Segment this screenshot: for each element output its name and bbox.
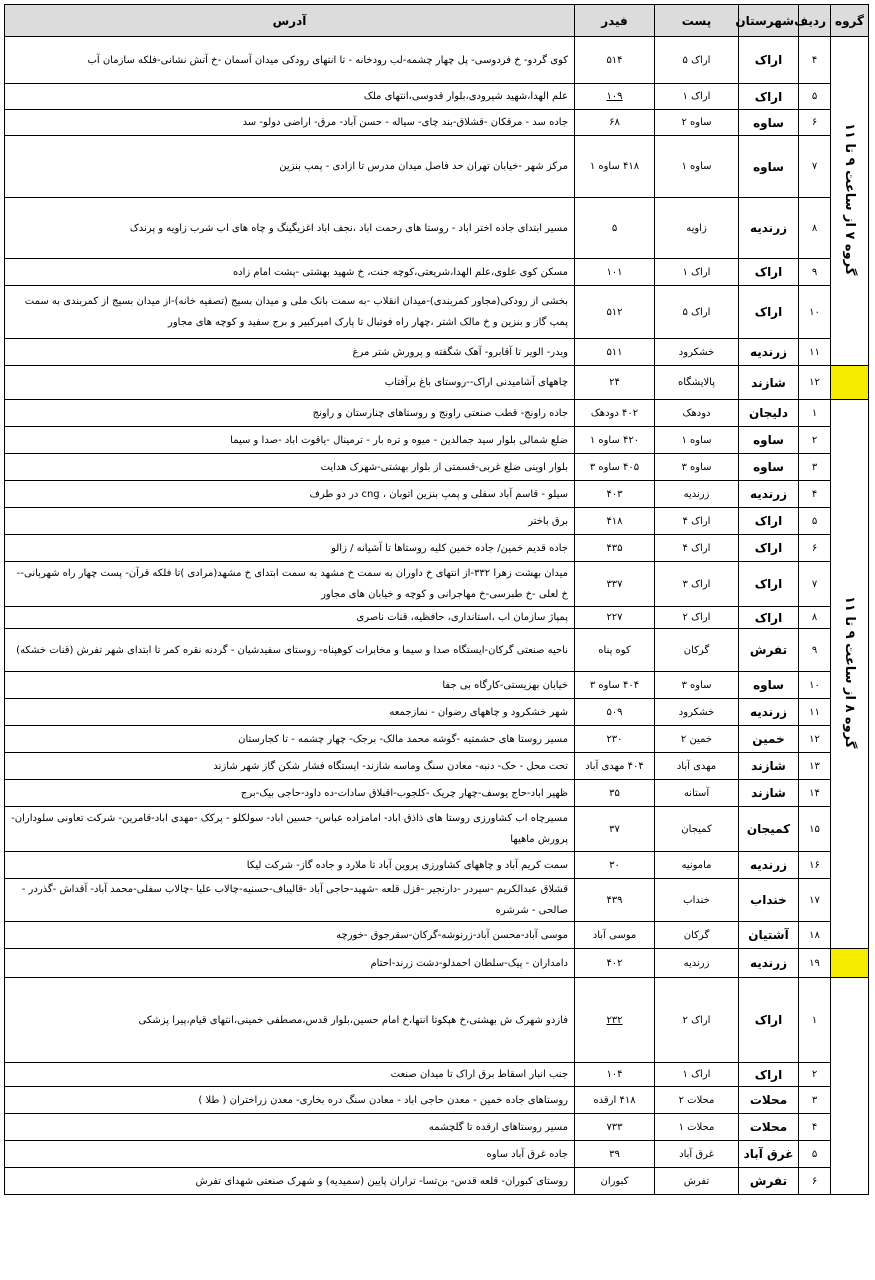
table-row (5, 366, 869, 400)
address-cell: کوی گردو- خ فردوسی- پل چهار چشمه-لب رودخانه - تا انتهای رودکی میدان آسمان -خ آتش نشانی-فلکه سازمان آب (5, 37, 575, 84)
table-row (5, 1168, 869, 1195)
table-row (5, 136, 869, 198)
address-cell: جاده راونج- قطب صنعتی راونج و روستاهای چنارستان و راونج (5, 400, 575, 427)
post-cell: ساوه ۲ (655, 110, 739, 136)
address-cell: تحت محل - حک- دنبه- معادن سنگ وماسه شازند- ایستگاه فشار شکن گاز شهر شازند (5, 753, 575, 780)
table-row (5, 780, 869, 807)
row-number-cell: ۵ (799, 84, 831, 110)
table-row (5, 84, 869, 110)
address-cell: ضلع شمالی بلوار سید جمالدین - میوه و تره بار - ترمینال -یاقوت اباد -صدا و سیما (5, 427, 575, 454)
address-cell: جاده غرق آباد ساوه (5, 1141, 575, 1168)
feeder-cell: ۷۳۳ (575, 1114, 655, 1141)
feeder-cell: ۱۰۹ (575, 84, 655, 110)
table-row (5, 481, 869, 508)
post-cell: اراک ۴ (655, 508, 739, 535)
feeder-cell: ۲۴ (575, 366, 655, 400)
post-cell: مامونیه (655, 852, 739, 879)
post-cell: اراک ۲ (655, 607, 739, 629)
header-city: شهرستان (739, 5, 799, 37)
city-cell: شازند (739, 780, 799, 807)
feeder-cell: ۴۳۵ (575, 535, 655, 562)
table-row (5, 629, 869, 672)
feeder-cell: ۴۱۸ ساوه ۱ (575, 136, 655, 198)
feeder-cell: ۴۲۰ ساوه ۱ (575, 427, 655, 454)
table-row (5, 807, 869, 852)
table-row (5, 535, 869, 562)
city-cell: تفرش (739, 629, 799, 672)
address-cell: روستاهای جاده خمین - معدن حاجی اباد - معادن سنگ دره بخاری- معدن زراختران ( طلا ) (5, 1087, 575, 1114)
address-cell: مسیر ابتدای جاده اختر اباد - روستا های رحمت اباد ،نجف اباد اغزیگینگ و چاه های اب شرب زاویه و پرندک (5, 198, 575, 259)
header-group: گروه (831, 5, 869, 37)
row-number-cell: ۱ (799, 978, 831, 1063)
address-cell: بلوار اوینی ضلع غربی-قسمتی از بلوار بهشتی-شهرک هدایت (5, 454, 575, 481)
city-cell: اراک (739, 286, 799, 339)
address-cell: جاده سد - مرقکان -قشلاق-بند چای- سیاله - حسن آباد- مرق- اراضی دولو- سد (5, 110, 575, 136)
group-highlight-cell (831, 949, 869, 978)
city-cell: اراک (739, 978, 799, 1063)
post-cell: محلات ۱ (655, 1114, 739, 1141)
schedule-body (5, 37, 869, 1195)
feeder-cell: ۴۳۹ (575, 879, 655, 922)
post-cell: آستانه (655, 780, 739, 807)
header-row-number: ردیف (799, 5, 831, 37)
city-cell: ساوه (739, 110, 799, 136)
address-cell: دامداران - پیک-سلطان احمدلو-دشت زرند-احتام (5, 949, 575, 978)
row-number-cell: ۶ (799, 110, 831, 136)
group-label: گروه ۷ از ساعت ۹ تا ۱۱ (842, 123, 857, 276)
group-highlight-cell (831, 366, 869, 400)
post-cell: اراک ۴ (655, 535, 739, 562)
city-cell: زرندیه (739, 949, 799, 978)
row-number-cell: ۸ (799, 607, 831, 629)
row-number-cell: ۱۰ (799, 672, 831, 699)
feeder-cell: ۲۳۰ (575, 726, 655, 753)
feeder-cell: ۵۱۲ (575, 286, 655, 339)
city-cell: ساوه (739, 672, 799, 699)
post-cell: اراک ۵ (655, 37, 739, 84)
city-cell: زرندیه (739, 198, 799, 259)
table-row (5, 879, 869, 922)
row-number-cell: ۱۲ (799, 366, 831, 400)
table-row (5, 454, 869, 481)
table-row (5, 1141, 869, 1168)
table-row (5, 1063, 869, 1087)
address-cell: مسیر روستاهای ارقده تا گلچشمه (5, 1114, 575, 1141)
header-row (5, 5, 869, 37)
post-cell: زاویه (655, 198, 739, 259)
feeder-cell: ۲۳۲ (575, 978, 655, 1063)
table-row (5, 699, 869, 726)
table-row (5, 607, 869, 629)
feeder-cell: ۴۰۳ (575, 481, 655, 508)
address-cell: جنب انبار اسقاط برق اراک تا میدان صنعت (5, 1063, 575, 1087)
row-number-cell: ۱۵ (799, 807, 831, 852)
header-address: آدرس (5, 5, 575, 37)
city-cell: کمیجان (739, 807, 799, 852)
row-number-cell: ۲ (799, 1063, 831, 1087)
feeder-cell: ۴۱۸ ارقده (575, 1087, 655, 1114)
feeder-cell: ۴۰۴ مهدی آباد (575, 753, 655, 780)
row-number-cell: ۶ (799, 535, 831, 562)
address-cell: ناحیه صنعتی گرکان-ایستگاه صدا و سیما و مخابرات کوهپناه- روستای سفیدشیان - گردنه نقره کمر تا ابتدای شهر تفرش (قنات خشکه) (5, 629, 575, 672)
post-cell: مهدی آباد (655, 753, 739, 780)
address-cell: بخشی از رودکی(مجاور کمربندی)-میدان انقلاب -به سمت بانک ملی و میدان بسیج (تصفیه خانه)-از میدان بسیج از کمربندی به سمت پمپ گاز و بنزین و خ مالک اشتر ،چهار راه فوتبال تا پارک امیرکبیر و برج سفید و کوچه های مجاور (5, 286, 575, 339)
feeder-cell: ۴۰۲ (575, 949, 655, 978)
post-cell: زرندیه (655, 481, 739, 508)
post-cell: خمین ۲ (655, 726, 739, 753)
post-cell: کمیجان (655, 807, 739, 852)
post-cell: اراک ۵ (655, 286, 739, 339)
row-number-cell: ۳ (799, 1087, 831, 1114)
city-cell: ساوه (739, 427, 799, 454)
feeder-cell: ۶۸ (575, 110, 655, 136)
address-cell: مسکن کوی علوی،علم الهدا،شریعتی،کوچه جنت، خ شهید بهشتی -پشت امام زاده (5, 259, 575, 286)
table-row (5, 508, 869, 535)
address-cell: پمپاژ سازمان اب ،استانداری، حافظیه، قنات ناصری (5, 607, 575, 629)
feeder-cell: ۱۰۱ (575, 259, 655, 286)
post-cell: اراک ۱ (655, 259, 739, 286)
address-cell: چاههای آشامیدنی اراک--روستای باغ برآفتاب (5, 366, 575, 400)
city-cell: زرندیه (739, 339, 799, 366)
table-row (5, 949, 869, 978)
post-cell: غرق آباد (655, 1141, 739, 1168)
address-cell: شهر خشکرود و چاههای رضوان - نمازجمعه (5, 699, 575, 726)
group-cell (831, 400, 869, 949)
city-cell: اراک (739, 562, 799, 607)
row-number-cell: ۷ (799, 562, 831, 607)
city-cell: اراک (739, 84, 799, 110)
row-number-cell: ۵ (799, 1141, 831, 1168)
row-number-cell: ۱۸ (799, 922, 831, 949)
city-cell: محلات (739, 1087, 799, 1114)
address-cell: قشلاق عبدالکریم -سیردر -دارنجیر -قزل قلعه -شهید-حاجی آباد -قالیباف-حسنیه-چالاب علیا -چالاب سفلی-محمد آباد- آقداش -گذردر - صالحی - شرشره (5, 879, 575, 922)
feeder-cell: کوه پناه (575, 629, 655, 672)
table-row (5, 852, 869, 879)
feeder-cell: ۳۹ (575, 1141, 655, 1168)
city-cell: شازند (739, 366, 799, 400)
table-row (5, 259, 869, 286)
address-cell: خیابان بهزیستی-کارگاه بی جفا (5, 672, 575, 699)
post-cell: خنداب (655, 879, 739, 922)
feeder-cell: ۳۳۷ (575, 562, 655, 607)
feeder-cell: ۴۱۸ (575, 508, 655, 535)
city-cell: غرق آباد (739, 1141, 799, 1168)
address-cell: مسیرچاه اب کشاورزی روستا های ذاذق اباد- امامزاده عباس- حسین اباد- سولکلو - پرکک -مهدی اباد-قامرین- شرکت تعاونی سلوداران-پرورش ماهیها (5, 807, 575, 852)
address-cell: موسی آباد-محسن آباد-زرنوشه-گرکان-سقرجوق -خورچه (5, 922, 575, 949)
row-number-cell: ۱۶ (799, 852, 831, 879)
table-row (5, 1087, 869, 1114)
feeder-cell: ۴۰۴ ساوه ۳ (575, 672, 655, 699)
table-row (5, 339, 869, 366)
post-cell: اراک ۲ (655, 978, 739, 1063)
post-cell: ساوه ۳ (655, 454, 739, 481)
table-row (5, 753, 869, 780)
city-cell: آشتیان (739, 922, 799, 949)
feeder-cell: ۳۵ (575, 780, 655, 807)
address-cell: برق باختر (5, 508, 575, 535)
post-cell: اراک ۱ (655, 84, 739, 110)
table-row (5, 726, 869, 753)
row-number-cell: ۱۰ (799, 286, 831, 339)
table-row (5, 286, 869, 339)
city-cell: ساوه (739, 136, 799, 198)
row-number-cell: ۱۴ (799, 780, 831, 807)
row-number-cell: ۱۱ (799, 699, 831, 726)
table-row (5, 1114, 869, 1141)
city-cell: اراک (739, 508, 799, 535)
group-cell (831, 37, 869, 366)
table-row (5, 672, 869, 699)
row-number-cell: ۸ (799, 198, 831, 259)
table-row (5, 562, 869, 607)
city-cell: ساوه (739, 454, 799, 481)
city-cell: خنداب (739, 879, 799, 922)
table-row (5, 198, 869, 259)
address-cell: جاده قدیم خمین/ جاده خمین کلیه روستاها تا آشیانه / زالو (5, 535, 575, 562)
feeder-cell: ۳۷ (575, 807, 655, 852)
address-cell: سمت کریم آباد و چاههای کشاورزی پروین آباد تا ملارد و جاده گاز- شرکت لیکا (5, 852, 575, 879)
row-number-cell: ۴ (799, 37, 831, 84)
city-cell: زرندیه (739, 481, 799, 508)
feeder-cell: ۵۰۹ (575, 699, 655, 726)
address-cell: سیلو - قاسم آباد سفلی و پمپ بنزین اتوبان ، cng در دو طرف (5, 481, 575, 508)
feeder-cell: ۵۱۱ (575, 339, 655, 366)
feeder-cell: ۳۰ (575, 852, 655, 879)
feeder-cell: ۲۲۷ (575, 607, 655, 629)
address-cell: مرکز شهر -خیابان تهران حد فاصل میدان مدرس تا ازادی - پمپ بنزین (5, 136, 575, 198)
row-number-cell: ۱۱ (799, 339, 831, 366)
address-cell: علم الهدا،شهید شیرودی،بلوار قدوسی،انتهای ملک (5, 84, 575, 110)
row-number-cell: ۹ (799, 629, 831, 672)
post-cell: خشکرود (655, 339, 739, 366)
post-cell: گرکان (655, 922, 739, 949)
feeder-cell: ۵ (575, 198, 655, 259)
header-feeder: فیدر (575, 5, 655, 37)
row-number-cell: ۱۳ (799, 753, 831, 780)
city-cell: اراک (739, 259, 799, 286)
post-cell: زرندیه (655, 949, 739, 978)
city-cell: اراک (739, 1063, 799, 1087)
city-cell: خمین (739, 726, 799, 753)
row-number-cell: ۱۷ (799, 879, 831, 922)
group-cell (831, 978, 869, 1195)
feeder-cell: ۴۰۲ دودهک (575, 400, 655, 427)
city-cell: دلیجان (739, 400, 799, 427)
city-cell: اراک (739, 607, 799, 629)
address-cell: میدان بهشت زهرا ۳۳۲-از انتهای خ داوران به سمت خ مشهد به سمت ابتدای خ مشهد(مرادی )تا فلکه قرآن- پست چهار راه شهربانی-- خ لعلی -خ طبرسی-خ مهاجرانی و کوچه و خیابان های مجاور (5, 562, 575, 607)
row-number-cell: ۱ (799, 400, 831, 427)
city-cell: محلات (739, 1114, 799, 1141)
header-post: پست (655, 5, 739, 37)
post-cell: اراک ۳ (655, 562, 739, 607)
row-number-cell: ۳ (799, 454, 831, 481)
post-cell: خشکرود (655, 699, 739, 726)
city-cell: تفرش (739, 1168, 799, 1195)
row-number-cell: ۱۲ (799, 726, 831, 753)
feeder-cell: ۱۰۴ (575, 1063, 655, 1087)
address-cell: فازدو شهرک ش بهشتی،خ هپکوتا انتها،خ امام حسین،بلوار قدس،مصطفی خمینی،انتهای قیام،پیرا پزشکی (5, 978, 575, 1063)
row-number-cell: ۷ (799, 136, 831, 198)
row-number-cell: ۵ (799, 508, 831, 535)
feeder-cell: موسی آباد (575, 922, 655, 949)
table-row (5, 978, 869, 1063)
row-number-cell: ۱۹ (799, 949, 831, 978)
post-cell: محلات ۲ (655, 1087, 739, 1114)
post-cell: ساوه ۱ (655, 427, 739, 454)
city-cell: اراک (739, 37, 799, 84)
row-number-cell: ۴ (799, 481, 831, 508)
schedule-table (4, 4, 869, 1195)
post-cell: ساوه ۱ (655, 136, 739, 198)
table-row (5, 400, 869, 427)
feeder-cell: ۵۱۴ (575, 37, 655, 84)
address-cell: مسیر روستا های حشمتیه -گوشه محمد مالک- برجک- چهار چشمه - تا کجارستان (5, 726, 575, 753)
post-cell: ساوه ۳ (655, 672, 739, 699)
feeder-cell: ۴۰۵ ساوه ۳ (575, 454, 655, 481)
address-cell: ویدر- الوير تا آقابرو- آهک شگفته و پرورش شتر مرغ (5, 339, 575, 366)
row-number-cell: ۲ (799, 427, 831, 454)
post-cell: تفرش (655, 1168, 739, 1195)
address-cell: روستای کبوران- قلعه قدس- بن‌تسا- تراران پایین (سمیدیه) و شهرک صنعتی شهدای تفرش (5, 1168, 575, 1195)
post-cell: گرکان (655, 629, 739, 672)
city-cell: زرندیه (739, 852, 799, 879)
post-cell: پالایشگاه (655, 366, 739, 400)
row-number-cell: ۶ (799, 1168, 831, 1195)
post-cell: دودهک (655, 400, 739, 427)
group-label: گروه ۸ از ساعت ۹ تا ۱۱ (842, 596, 857, 749)
post-cell: اراک ۱ (655, 1063, 739, 1087)
row-number-cell: ۴ (799, 1114, 831, 1141)
table-row (5, 922, 869, 949)
table-row (5, 110, 869, 136)
table-row (5, 427, 869, 454)
city-cell: زرندیه (739, 699, 799, 726)
city-cell: شازند (739, 753, 799, 780)
row-number-cell: ۹ (799, 259, 831, 286)
address-cell: ظهیر اباد-حاج یوسف-چهار چریک -کلجوب-اقبلاق سادات-ده داود-حاجی بیک-برج (5, 780, 575, 807)
table-row (5, 37, 869, 84)
city-cell: اراک (739, 535, 799, 562)
feeder-cell: کبوران (575, 1168, 655, 1195)
